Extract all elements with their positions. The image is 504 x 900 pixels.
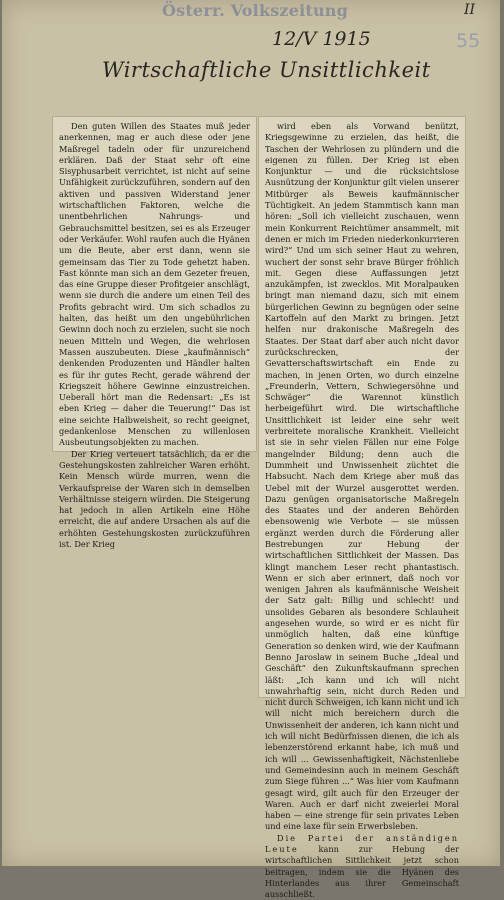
- article-paragraph: Den guten Willen des Staates muß jeder anerkennen, mag er auch diese oder jene Maßregel tadeln oder für unzureichend erklären. Daß der Staat sehr oft eine Sisyphusarbeit verrichtet, ist nicht auf seine Unfähigkeit zurückzuführen, sondern auf den aktiven und passiven Widerstand jener wirtschaftlichen Faktoren, welche die unentbehrlichen Nahrungs- und Gebrauchsmittel besitzen, sei es als Erzeuger oder Verkäufer. Wohl raufen auch die Hyänen um die Beute, aber erst dann, wenn sie gemeinsam das Tier zu Tode gehetzt haben. Fast könnte man sich an dem Gezeter freuen, das eine Gruppe dieser Profitgeier anschlägt, wenn sie durch die andere um einen Teil des Profits gebracht wird. Um sich schadlos zu halten, das heißt um den ungebührlichen Gewinn doch noch zu erzielen, sucht sie noch neuen Mitteln und Wegen, die wehrlosen Massen auszubeuten. Diese „kaufmännisch“ denkenden Produzenten und Händler halten es für ihr gutes Recht, gerade während der Kriegszeit höhere Gewinne einzustreichen. Ueberall hört man die Redensart: „Es ist eben Krieg — daher die Teuerung!“ Das ist eine seichte Halbweisheit, so recht geeignet, gedankenlose Menschen zu willenlosen Ausbeutungsobjekten zu machen.: [59, 121, 250, 448]
- article-paragraph-closing: [265, 833, 459, 900]
- archive-number: 55: [456, 30, 481, 52]
- handwritten-date: 12/V 1915: [272, 28, 371, 50]
- article-paragraph: wird eben als Vorwand benützt, Kriegsgewinne zu erzielen, das heißt, die Taschen der Wehrlosen zu plündern und die eigenen zu füllen. Der Krieg ist eben Konjunktur — und die rücksichtslose Ausnützung der Konjunktur gilt vielen unserer Mitbürger als Beweis kaufmännischer Tüchtigkeit. An jedem Stammtisch kann man hören: „Soll ich vielleicht zuschauen, wenn mein Konkurrent Reichtümer ansammelt, mit denen er mich im Frieden niederkonkurrieren wird?“ Und um sich seiner Haut zu wehren, wuchert der sonst sehr brave Bürger fröhlich mit. Gegen diese Auffassungen jetzt anzukämpfen, ist zwecklos. Mit Moralpauken bringt man niemand dazu, sich mit einem bürgerlichen Gewinn zu begnügen oder seine Kartoffeln auf den Markt zu bringen. Jetzt helfen nur drakonische Maßregeln des Staates. Der Staat darf aber auch nicht davor zurückschrecken, der Gevatterschaftswirtschaft ein Ende zu machen, in jenen Orten, wo durch einzelne „Freunderln, Vettern, Schwiegersöhne und Schwäger“ die Warennot künstlich herbeigeführt wird. Die wirtschaftliche Unsittlichkeit ist leider eine sehr weit verbreitete moralische Krankheit. Vielleicht ist sie in sehr vielen Fällen nur eine Folge mangelnder Bildung; denn auch die Dummheit und Unwissenheit züchtet die Habsucht. Nach dem Kriege aber muß das Uebel mit der Wurzel ausgerottet werden. Dazu genügen organisatorische Maßregeln des Staates und der anderen Behörden ebensowenig wie Verbote — sie müssen ergänzt werden durch die Förderung aller Bestrebungen zur Hebung der wirtschaftlichen Sittlichkeit der Massen. Das klingt manchem Leser recht phantastisch. Wenn er sich aber erinnert, daß noch vor wenigen Jahren als kaufmännische Weisheit der Satz galt: Billig und schlecht! und unsolides Gebaren als besondere Schlauheit angesehen wurde, so wird er es nicht für unmöglich halten, daß eine künftige Generation so denken wird, wie der Kaufmann Benno Jaroslaw in seinem Buche „Ideal und Geschäft“ den Zukunftskaufmann sprechen läßt: „Ich kann und ich will nicht unwahrhaftig sein, nicht durch Reden und nicht durch Schweigen, ich kann nicht und ich will nicht mich bereichern durch die Unwissenheit der anderen, ich kann nicht und ich will nicht Bedürfnissen dienen, die ich als lebenzerstörend erkannt habe, ich muß und ich will ... Gewissenhaftigkeit, Nächstenliebe und Gemeindesinn auch in meinem Geschäft zum Siege führen ...“ Was hier vom Kaufmann gesagt wird, gilt auch für den Erzeuger der Waren. Auch er darf nicht zweierlei Moral haben — eine strenge für sein privates Leben und eine laxe für sein Erwerbsleben.: [265, 121, 459, 832]
- article-paragraph: Der Krieg verteuert tatsächlich, da er die Gestehungskosten zahlreicher Waren erhöht. Kein Mensch würde murren, wenn die Verkaufspreise der Waren sich in demselben Verhältnisse steigern würden. Die Steigerung hat jedoch in allen Artikeln eine Höhe erreicht, die auf andere Ursachen als auf die erhöhten Gestehungskosten zurückzuführen ist. Der Krieg: [59, 448, 250, 549]
- closing-text: kann zur Hebung der wirtschaftlichen Sittlichkeit jetzt schon beitragen, indem sie die Hyänen des Hinterlandes aus ihrer Gemeinschaft ausschließt.: [265, 844, 459, 900]
- article-column-2: [258, 116, 466, 900]
- party-name: Die Partei der anständigen Leute: [265, 832, 459, 854]
- newspaper-name: Österr. Volkszeitung: [162, 1, 349, 20]
- handwritten-heading: Wirtschaftliche Unsittlichkeit: [102, 58, 431, 82]
- archive-sheet: [2, 0, 500, 900]
- article-column-1: [52, 116, 257, 549]
- corner-mark: II: [464, 2, 476, 18]
